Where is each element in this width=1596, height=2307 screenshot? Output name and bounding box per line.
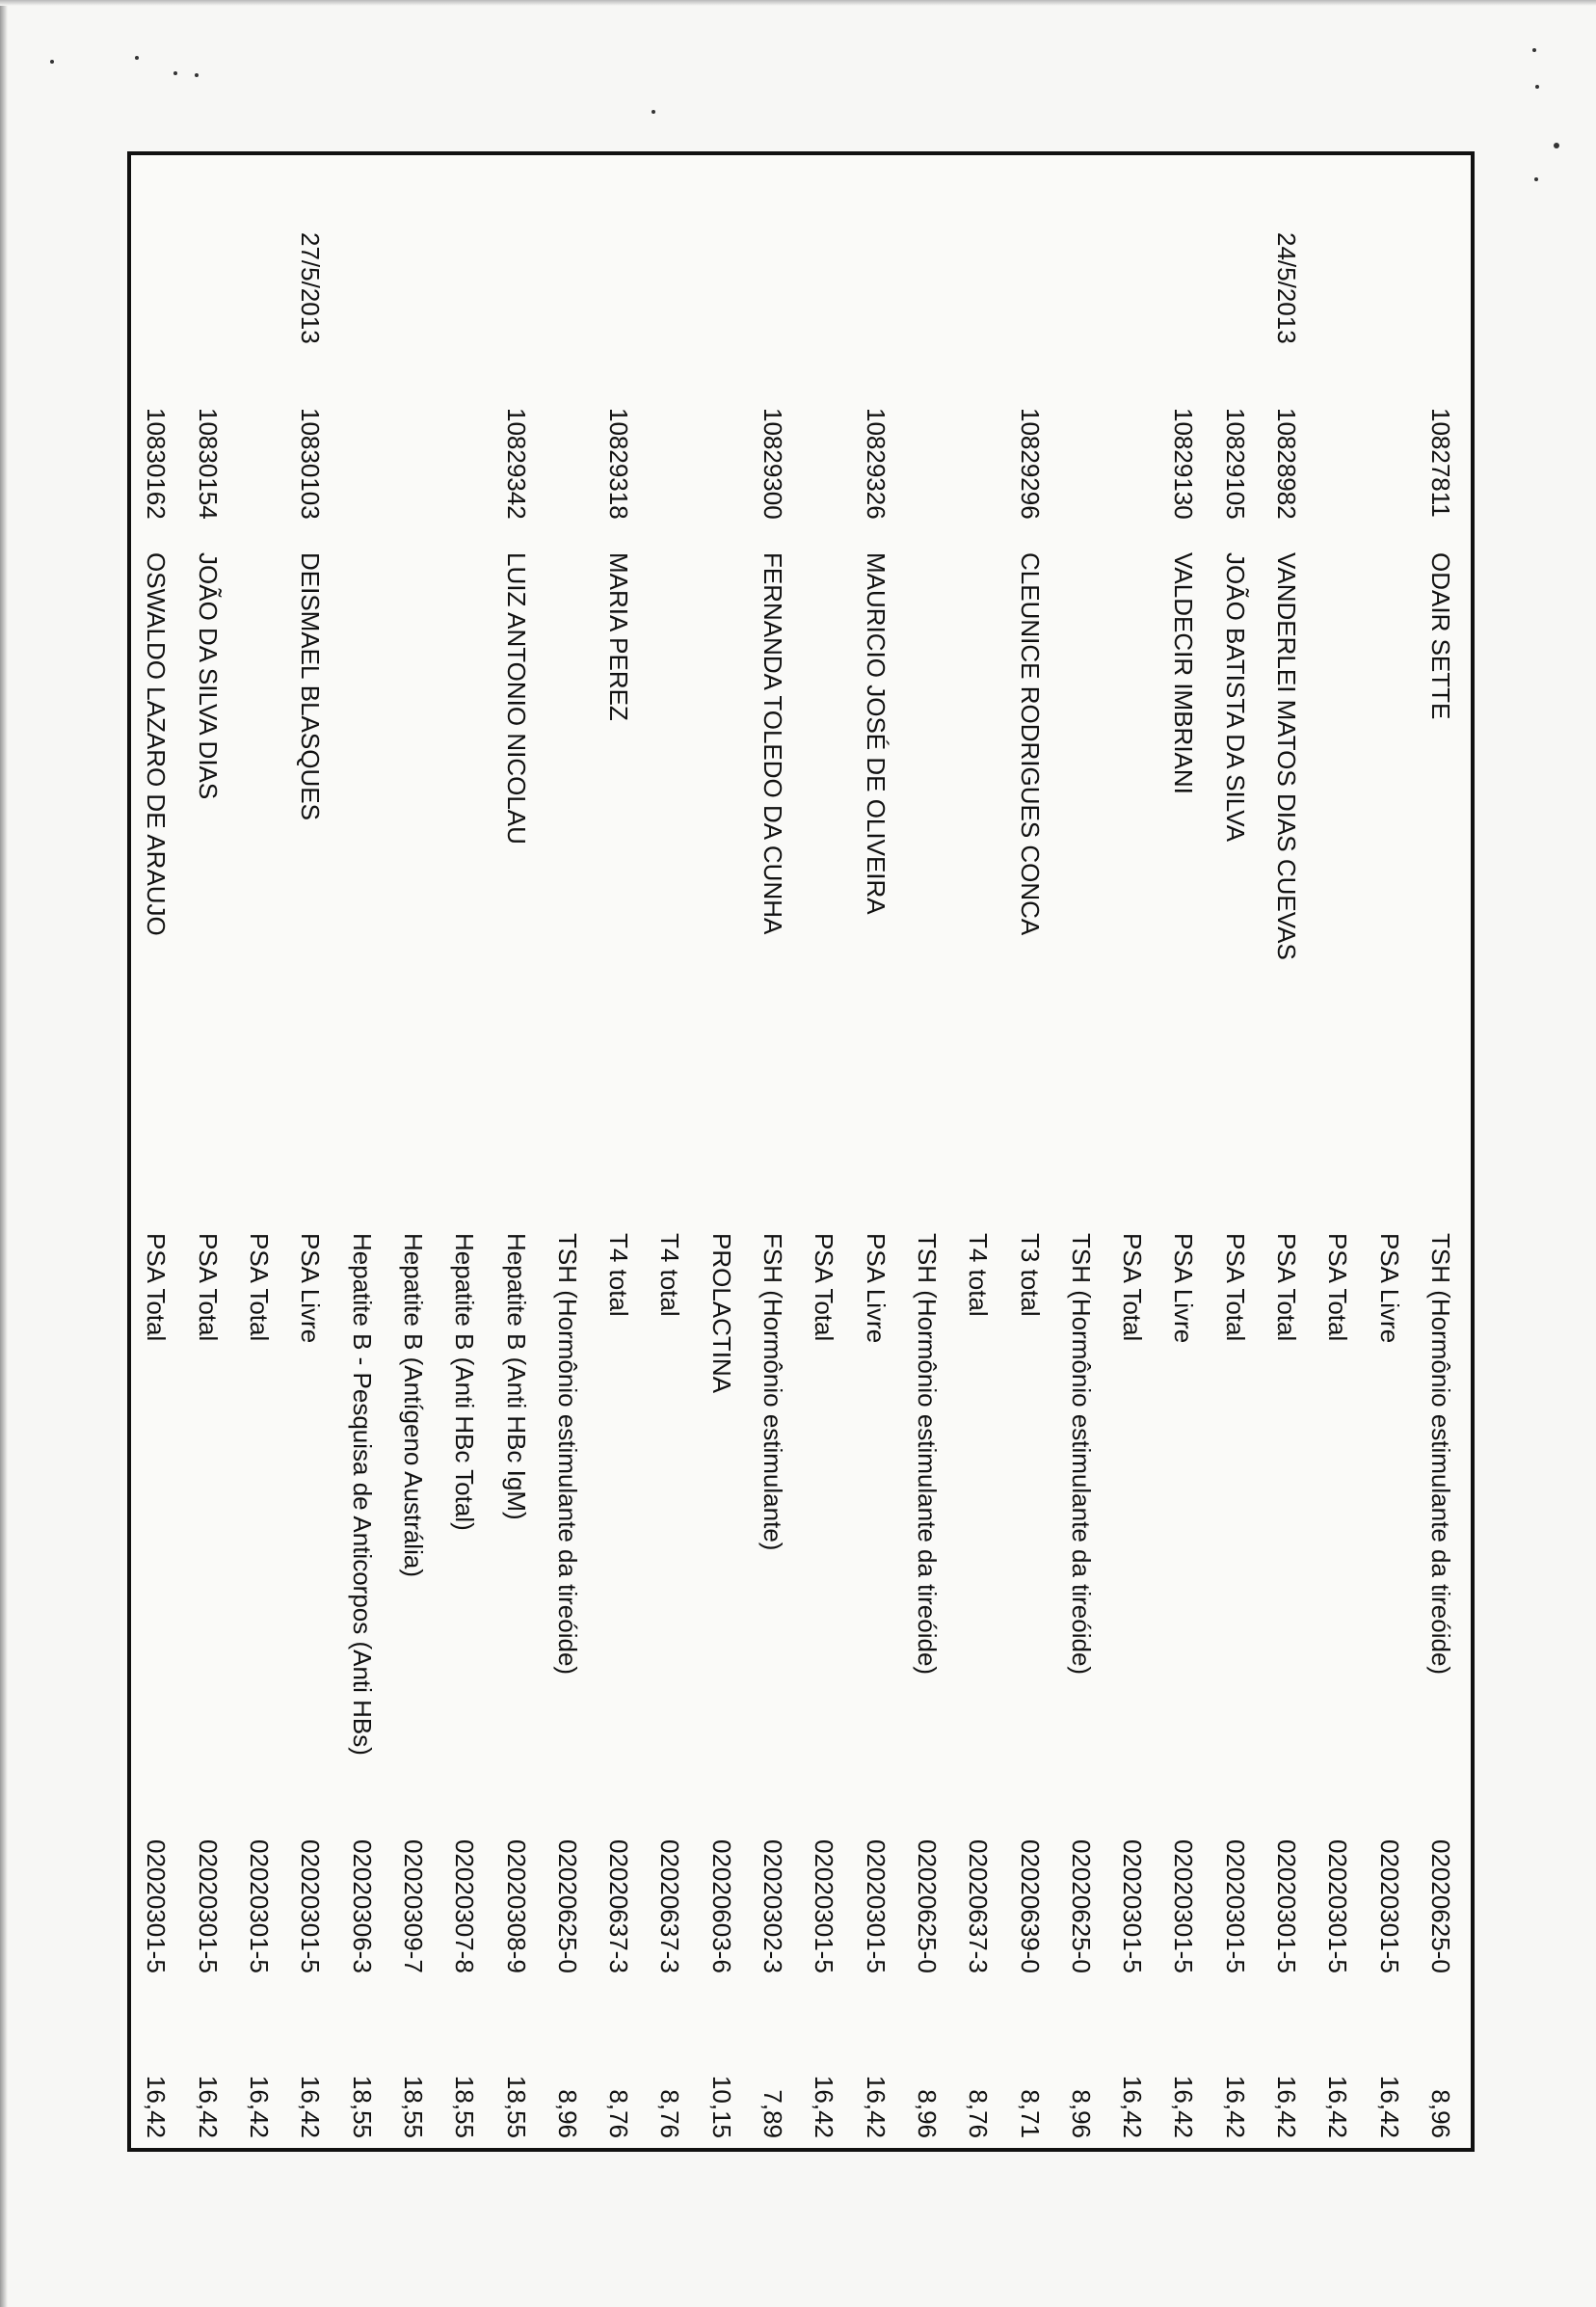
patient-code: 10829342: [501, 408, 531, 520]
exam-name: PSA Total: [810, 1233, 839, 1342]
procedure-code: 02020301-5: [245, 1839, 275, 1973]
exam-value: 16,42: [861, 2075, 891, 2138]
procedure-code: 02020301-5: [810, 1839, 839, 1973]
scan-speck: [1532, 48, 1536, 52]
procedure-code: 02020301-5: [1272, 1839, 1302, 1973]
patient-name: VALDECIR IMBRIANI: [1169, 552, 1199, 794]
patient-code: 10830154: [193, 408, 223, 520]
procedure-code: 02020625-0: [552, 1839, 582, 1973]
patient-name: OSWALDO LAZARO DE ARAUJO: [142, 552, 172, 936]
procedure-code: 02020301-5: [1220, 1839, 1250, 1973]
exam-value: 16,42: [1220, 2075, 1250, 2138]
patient-code: 10827811: [1426, 408, 1455, 518]
table-row: [1370, 155, 1410, 2148]
exam-name: T4 total: [655, 1233, 685, 1317]
exam-name: PSA Total: [193, 1233, 223, 1342]
table-row: [1421, 155, 1461, 2148]
procedure-code: 02020637-3: [655, 1839, 685, 1973]
procedure-code: 02020625-0: [1426, 1839, 1455, 1973]
patient-name: ODAIR SETTE: [1426, 552, 1455, 720]
table-row: [393, 155, 434, 2148]
exam-name: T4 total: [604, 1233, 634, 1317]
patient-name: CLEUNICE RODRIGUES CONCA: [1015, 552, 1045, 936]
procedure-code: 02020301-5: [193, 1839, 223, 1973]
exam-value: 18,55: [501, 2075, 531, 2138]
exam-name: PSA Livre: [1374, 1233, 1404, 1344]
procedure-code: 02020301-5: [296, 1839, 326, 1973]
procedure-code: 02020637-3: [604, 1839, 634, 1973]
exam-value: 16,42: [1118, 2075, 1148, 2138]
patient-code: 10829105: [1220, 408, 1250, 520]
procedure-code: 02020603-6: [706, 1839, 736, 1973]
exam-value: 8,96: [913, 2089, 942, 2138]
exam-report-table: [131, 155, 1471, 2148]
procedure-code: 02020301-5: [142, 1839, 172, 1973]
exam-name: Hepatite B - Pesquisa de Anticorpos (Anti HBs): [347, 1233, 377, 1756]
procedure-code: 02020301-5: [1374, 1839, 1404, 1973]
patient-name: FERNANDA TOLEDO DA CUNHA: [758, 552, 788, 935]
table-row: [958, 155, 998, 2148]
exam-value: 16,42: [1374, 2075, 1404, 2138]
table-row: [1266, 155, 1307, 2148]
exam-value: 18,55: [399, 2075, 428, 2138]
exam-name: PSA Livre: [1169, 1233, 1199, 1344]
exam-name: T4 total: [964, 1233, 994, 1317]
exam-value: 8,96: [1426, 2089, 1455, 2138]
table-row: [1317, 155, 1358, 2148]
scan-speck: [195, 73, 199, 77]
exam-name: PROLACTINA: [706, 1233, 736, 1394]
report-table-frame: [127, 151, 1475, 2152]
procedure-code: 02020301-5: [1323, 1839, 1353, 1973]
table-row: [804, 155, 844, 2148]
patient-code: 10829326: [861, 408, 891, 520]
procedure-code: 02020301-5: [861, 1839, 891, 1973]
patient-name: DEISMAEL BLASQUES: [296, 552, 326, 820]
table-row: [444, 155, 485, 2148]
patient-name: MAURICIO JOSÉ DE OLIVEIRA: [861, 552, 891, 915]
procedure-code: 02020301-5: [1118, 1839, 1148, 1973]
procedure-code: 02020625-0: [1066, 1839, 1096, 1973]
patient-code: 10829318: [604, 408, 634, 520]
exam-name: TSH (Hormônio estimulante da tireóide): [552, 1233, 582, 1676]
exam-value: 16,42: [1169, 2075, 1199, 2138]
exam-name: TSH (Hormônio estimulante da tireóide): [913, 1233, 942, 1676]
procedure-code: 02020302-3: [758, 1839, 788, 1973]
exam-name: Hepatite B (Anti HBc Total): [450, 1233, 480, 1531]
scan-speck: [652, 110, 655, 114]
exam-name: PSA Total: [1323, 1233, 1353, 1342]
exam-date: 24/5/2013: [1272, 232, 1302, 344]
exam-value: 8,96: [1066, 2089, 1096, 2138]
procedure-code: 02020301-5: [1169, 1839, 1199, 1973]
exam-name: T3 total: [1015, 1233, 1045, 1317]
exam-name: FSH (Hormônio estimulante): [758, 1233, 788, 1551]
table-row: [239, 155, 279, 2148]
exam-name: PSA Total: [1272, 1233, 1302, 1342]
table-row: [1061, 155, 1102, 2148]
exam-value: 16,42: [193, 2075, 223, 2138]
table-row: [1164, 155, 1205, 2148]
table-row: [907, 155, 947, 2148]
exam-value: 16,42: [1272, 2075, 1302, 2138]
patient-code: 10829130: [1169, 408, 1199, 520]
scan-shadow-top: [0, 0, 1596, 6]
exam-date: 27/5/2013: [296, 232, 326, 344]
exam-value: 16,42: [296, 2075, 326, 2138]
exam-value: 8,71: [1015, 2089, 1045, 2138]
procedure-code: 02020637-3: [964, 1839, 994, 1973]
scan-speck: [135, 56, 139, 60]
exam-value: 8,76: [655, 2089, 685, 2138]
table-row: [137, 155, 177, 2148]
exam-value: 8,96: [552, 2089, 582, 2138]
exam-name: PSA Total: [142, 1233, 172, 1342]
scan-speck: [173, 71, 177, 75]
patient-code: 10829300: [758, 408, 788, 520]
procedure-code: 02020639-0: [1015, 1839, 1045, 1973]
scan-speck: [1535, 85, 1539, 89]
table-row: [1010, 155, 1051, 2148]
patient-name: VANDERLEI MATOS DIAS CUEVAS: [1272, 552, 1302, 960]
table-row: [598, 155, 639, 2148]
exam-name: TSH (Hormônio estimulante da tireóide): [1426, 1233, 1455, 1676]
exam-name: PSA Total: [1220, 1233, 1250, 1342]
exam-name: PSA Livre: [861, 1233, 891, 1344]
patient-name: JOÃO DA SILVA DIAS: [193, 552, 223, 800]
table-row: [342, 155, 383, 2148]
table-row: [651, 155, 691, 2148]
exam-name: PSA Total: [1118, 1233, 1148, 1342]
table-row: [290, 155, 331, 2148]
patient-name: JOÃO BATISTA DA SILVA: [1220, 552, 1250, 843]
patient-name: MARIA PEREZ: [604, 552, 634, 721]
exam-value: 16,42: [245, 2075, 275, 2138]
exam-value: 16,42: [810, 2075, 839, 2138]
procedure-code: 02020625-0: [913, 1839, 942, 1973]
procedure-code: 02020306-3: [347, 1839, 377, 1973]
exam-name: PSA Livre: [296, 1233, 326, 1344]
table-row: [547, 155, 588, 2148]
exam-value: 18,55: [450, 2075, 480, 2138]
exam-name: TSH (Hormônio estimulante da tireóide): [1066, 1233, 1096, 1676]
table-row: [753, 155, 793, 2148]
exam-name: Hepatite B (Anti HBc IgM): [501, 1233, 531, 1520]
procedure-code: 02020308-9: [501, 1839, 531, 1973]
exam-name: PSA Total: [245, 1233, 275, 1342]
table-row: [188, 155, 228, 2148]
exam-value: 16,42: [1323, 2075, 1353, 2138]
scan-shadow-left: [0, 0, 8, 2307]
exam-value: 10,15: [706, 2075, 736, 2138]
table-row: [702, 155, 742, 2148]
exam-value: 8,76: [604, 2089, 634, 2138]
exam-value: 16,42: [142, 2075, 172, 2138]
exam-value: 8,76: [964, 2089, 994, 2138]
table-row: [496, 155, 537, 2148]
procedure-code: 02020307-8: [450, 1839, 480, 1973]
scan-speck: [1534, 177, 1538, 181]
patient-code: 10829296: [1015, 408, 1045, 520]
procedure-code: 02020309-7: [399, 1839, 428, 1973]
table-row: [1215, 155, 1256, 2148]
exam-value: 7,89: [758, 2089, 788, 2138]
patient-code: 10830103: [296, 408, 326, 520]
exam-value: 18,55: [347, 2075, 377, 2138]
exam-name: Hepatite B (Antígeno Austrália): [399, 1233, 428, 1577]
patient-code: 10830162: [142, 408, 172, 520]
table-row: [856, 155, 896, 2148]
table-row: [1112, 155, 1153, 2148]
patient-name: LUIZ ANTONIO NICOLAU: [501, 552, 531, 845]
patient-code: 10828982: [1272, 408, 1302, 520]
scan-speck: [50, 60, 54, 64]
scan-speck: [1554, 143, 1559, 148]
